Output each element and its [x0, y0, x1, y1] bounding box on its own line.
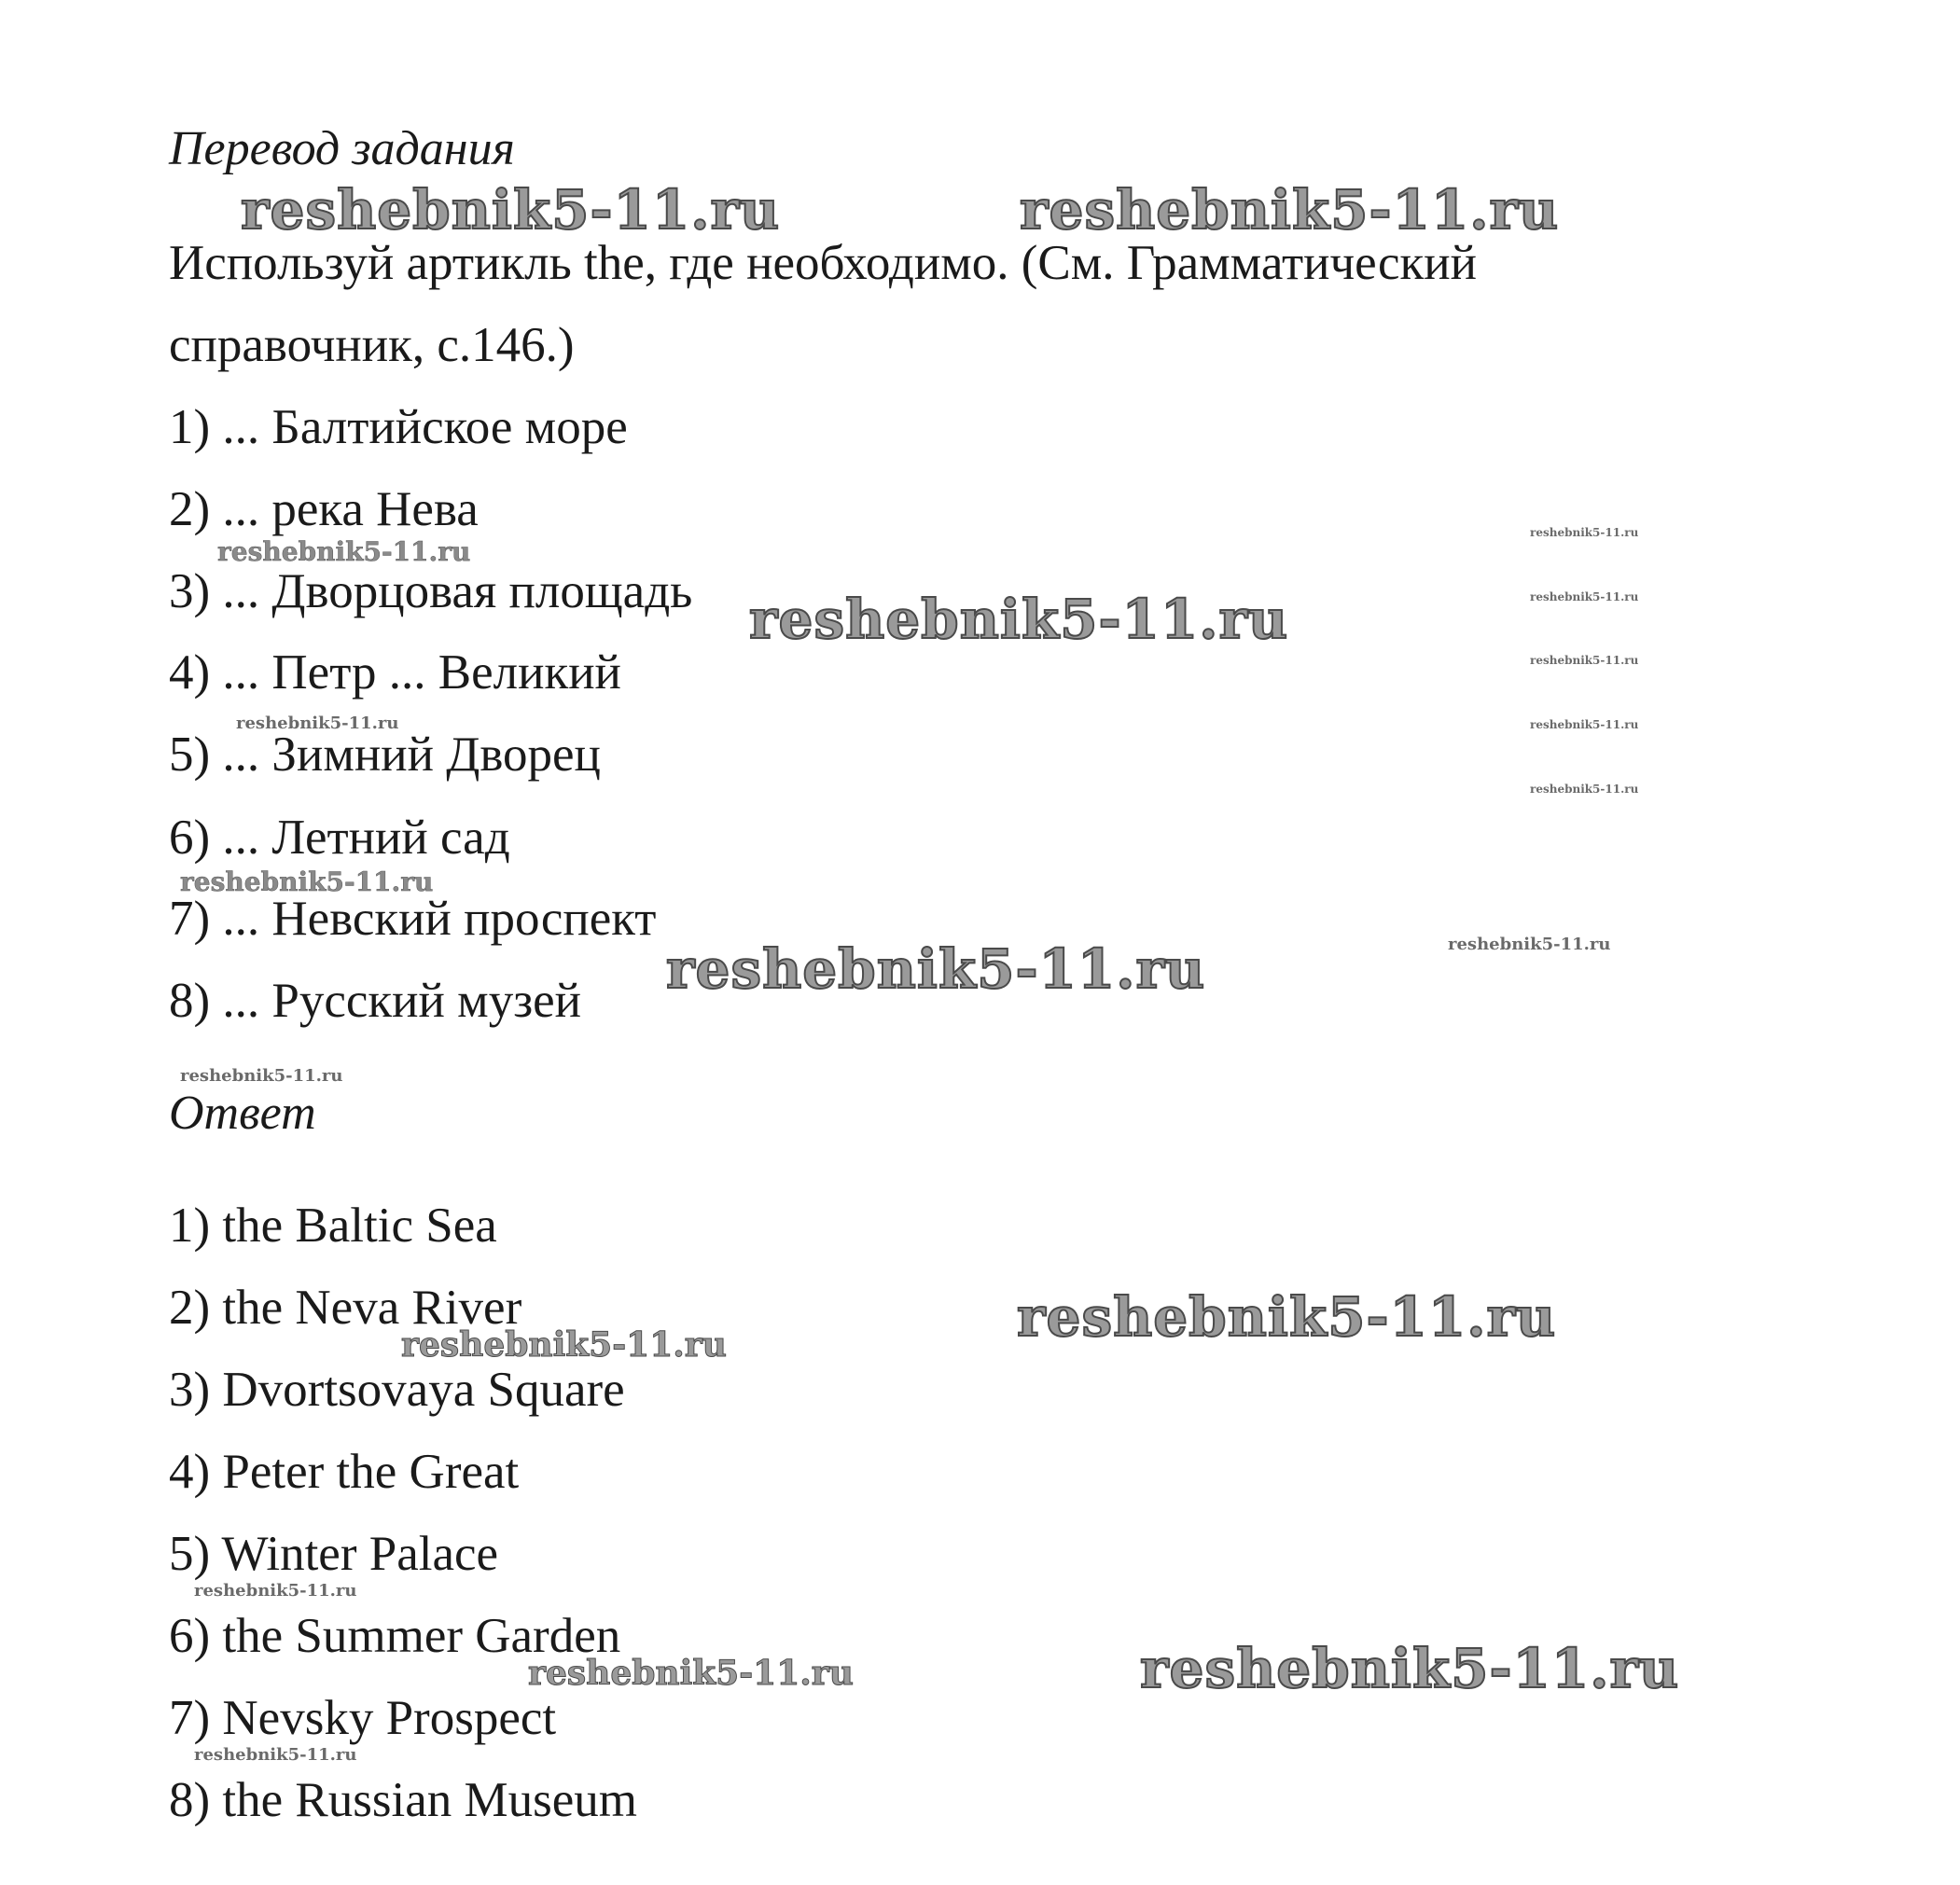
answer-item-5: 5) Winter Palace [169, 1527, 499, 1581]
task-item-1: 1) ... Балтийское море [169, 400, 628, 454]
task-item-8: 8) ... Русский музей [169, 974, 582, 1028]
task-item-2: 2) ... река Нева [169, 482, 479, 536]
watermark: reshebnik5-11.ru [1530, 526, 1639, 539]
task-item-6: 6) ... Летний сад [169, 811, 510, 865]
watermark: reshebnik5-11.ru [1017, 1285, 1557, 1349]
answer-heading: Ответ [169, 1087, 316, 1140]
watermark: reshebnik5-11.ru [241, 178, 781, 242]
watermark: reshebnik5-11.ru [180, 1066, 343, 1086]
watermark: reshebnik5-11.ru [194, 1745, 357, 1765]
watermark: reshebnik5-11.ru [666, 937, 1206, 1001]
watermark: reshebnik5-11.ru [180, 866, 434, 897]
watermark: reshebnik5-11.ru [1530, 718, 1639, 731]
answer-item-2: 2) the Neva River [169, 1281, 522, 1335]
watermark: reshebnik5-11.ru [401, 1325, 727, 1365]
answer-item-1: 1) the Baltic Sea [169, 1199, 497, 1253]
watermark: reshebnik5-11.ru [217, 536, 471, 567]
answer-item-8: 8) the Russian Museum [169, 1773, 637, 1827]
answer-item-4: 4) Peter the Great [169, 1445, 520, 1499]
answer-item-6: 6) the Summer Garden [169, 1609, 621, 1663]
task-item-5: 5) ... Зимний Дворец [169, 728, 601, 782]
watermark: reshebnik5-11.ru [1530, 654, 1639, 667]
task-item-3: 3) ... Дворцовая площадь [169, 564, 693, 618]
task-instruction: Используй артикль the, где необходимо. (См. Грамматический справочник, с.146.) [169, 236, 1477, 372]
watermark: reshebnik5-11.ru [1020, 178, 1560, 242]
watermark: reshebnik5-11.ru [1530, 590, 1639, 603]
watermark: reshebnik5-11.ru [1448, 935, 1611, 954]
watermark: reshebnik5-11.ru [749, 588, 1289, 651]
watermark: reshebnik5-11.ru [194, 1581, 357, 1601]
task-item-7: 7) ... Невский проспект [169, 892, 657, 946]
watermark: reshebnik5-11.ru [528, 1654, 854, 1693]
answer-item-7: 7) Nevsky Prospect [169, 1691, 557, 1745]
watermark: reshebnik5-11.ru [236, 714, 399, 733]
watermark: reshebnik5-11.ru [1140, 1637, 1680, 1700]
task-item-4: 4) ... Петр ... Великий [169, 645, 621, 700]
watermark: reshebnik5-11.ru [1530, 783, 1639, 796]
answer-item-3: 3) Dvortsovaya Square [169, 1363, 625, 1417]
task-heading: Перевод задания [169, 122, 515, 175]
